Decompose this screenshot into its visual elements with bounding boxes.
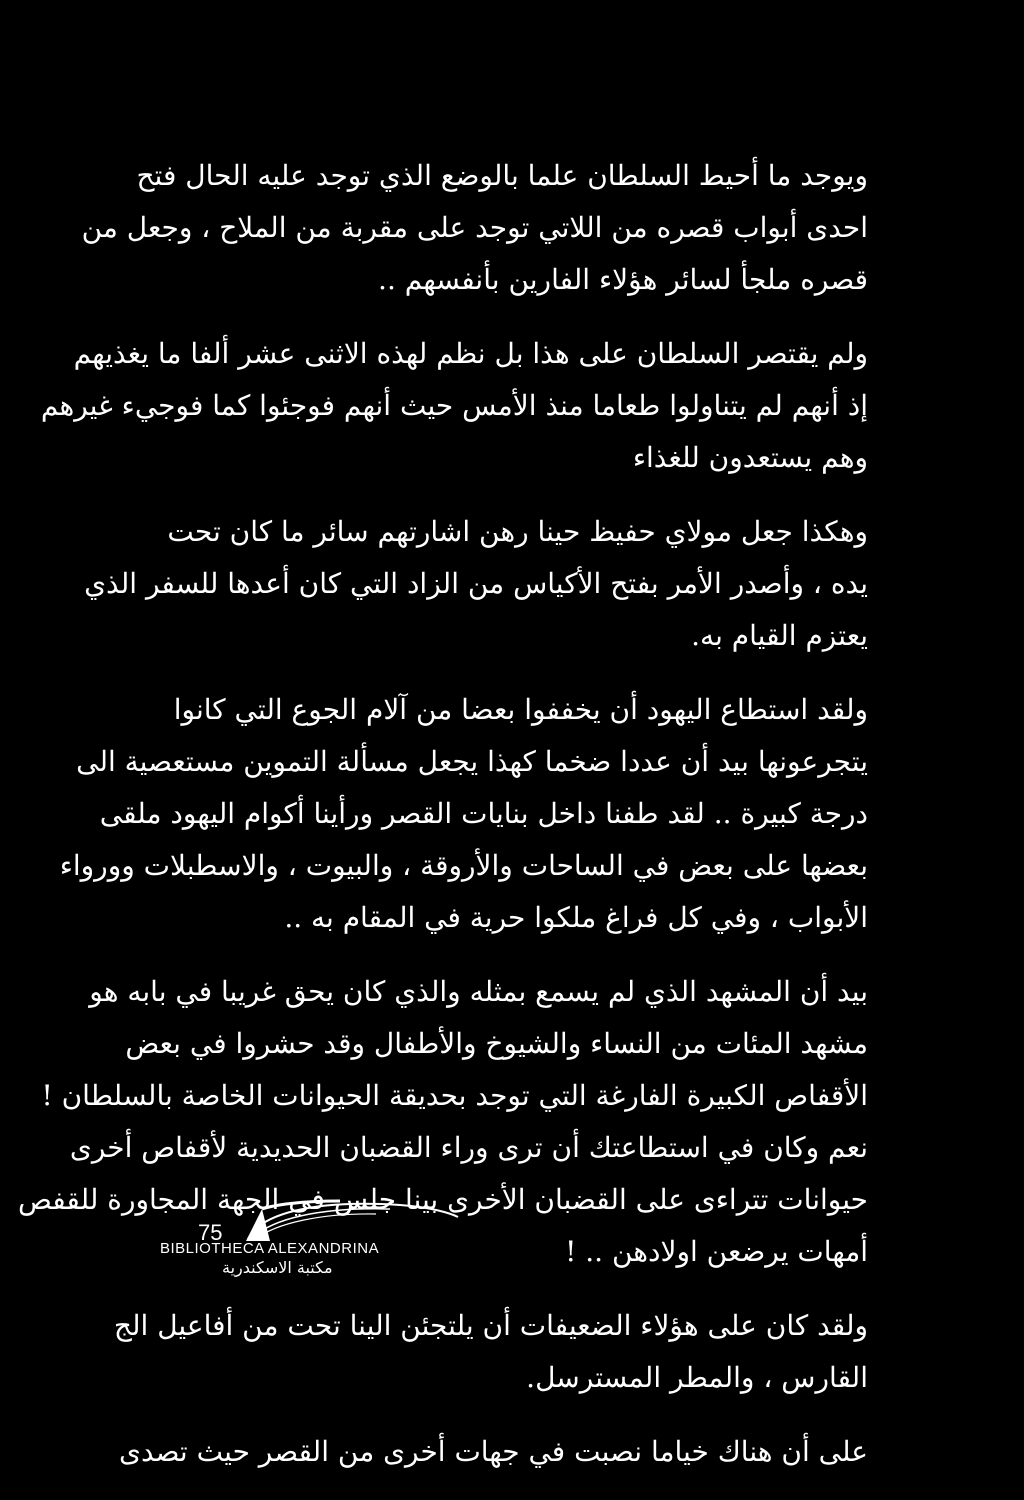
paragraph-2: [40, 328, 868, 484]
text-line: الأبواب ، وفي كل فراغ ملكوا حرية في المقام به ..: [284, 901, 868, 934]
body-text: [17, 150, 868, 1500]
text-line: حيوانات تتراءى على القضبان الأخرى بينا جلس في الجهة المجاورة للقفص: [17, 1183, 868, 1216]
text-line: ولقد استطاع اليهود أن يخففوا بعضا من آلام الجوع التي كانوا: [173, 693, 868, 726]
text-line: مشهد المئات من النساء والشيوخ والأطفال وقد حشروا في بعض: [125, 1027, 868, 1060]
text-line: يعتزم القيام به.: [691, 619, 868, 652]
text-line: القارس ، والمطر المسترسل.: [526, 1361, 868, 1394]
library-name-arabic: مكتبة الاسكندرية: [222, 1258, 333, 1277]
paragraph-3: [84, 506, 868, 662]
text-line: الأقفاص الكبيرة الفارغة التي توجد بحديقة الحيوانات الخاصة بالسلطان !: [41, 1079, 868, 1112]
text-line: أمهات يرضعن اولادهن .. !: [565, 1235, 868, 1268]
page-number: 75: [198, 1220, 223, 1245]
text-line: بعضها على بعض في الساحات والأروقة ، والبيوت ، والاسطبلات وورواء: [59, 849, 868, 882]
library-name: BIBLIOTHECA ALEXANDRINA: [160, 1240, 380, 1257]
text-line: درجة كبيرة .. لقد طفنا داخل بنايات القصر ورأينا أكوام اليهود ملقى: [99, 797, 868, 830]
library-stamp: [160, 1195, 460, 1295]
text-line: نعم وكان في استطاعتك أن ترى وراء القضبان الحديدية لأقفاص أخرى: [69, 1131, 868, 1164]
paragraph-7: [119, 1426, 868, 1478]
paragraph-1: [81, 150, 868, 306]
text-line: بيد أن المشهد الذي لم يسمع بمثله والذي كان يحق غريبا في بابه هو: [89, 975, 868, 1008]
text-line: يده ، وأصدر الأمر بفتح الأكياس من الزاد التي كان أعدها للسفر الذي: [84, 567, 868, 600]
text-line: يتجرعونها بيد أن عددا ضخما كهذا يجعل مسألة التموين مستعصية الى: [76, 745, 868, 778]
text-line: احدى أبواب قصره من اللاتي توجد على مقربة من الملاح ، وجعل من: [81, 211, 868, 244]
text-line: على أن هناك خياما نصبت في جهات أخرى من القصر حيث تصدى: [119, 1435, 868, 1468]
text-line: وهكذا جعل مولاي حفيظ حينا رهن اشارتهم سائر ما كان تحت: [167, 515, 868, 548]
paragraph-6: [113, 1300, 868, 1404]
text-line: وهم يستعدون للغذاء: [632, 441, 868, 474]
text-line: ولقد كان على هؤلاء الضعيفات أن يلتجئن الينا تحت من أفاعيل الج: [113, 1309, 868, 1342]
text-line: قصره ملجأ لسائر هؤلاء الفارين بأنفسهم ..: [378, 263, 868, 296]
paragraph-4: [59, 684, 868, 944]
text-line: ولم يقتصر السلطان على هذا بل نظم لهذه الاثنى عشر ألفا ما يغذيهم: [73, 337, 868, 370]
text-line: ويوجد ما أحيط السلطان علما بالوضع الذي توجد عليه الحال فتح: [136, 159, 868, 192]
bibliotheca-alexandrina-logo: [200, 1195, 460, 1243]
text-line: إذ أنهم لم يتناولوا طعاما منذ الأمس حيث أنهم فوجئوا كما فوجيء غيرهم: [40, 389, 868, 422]
